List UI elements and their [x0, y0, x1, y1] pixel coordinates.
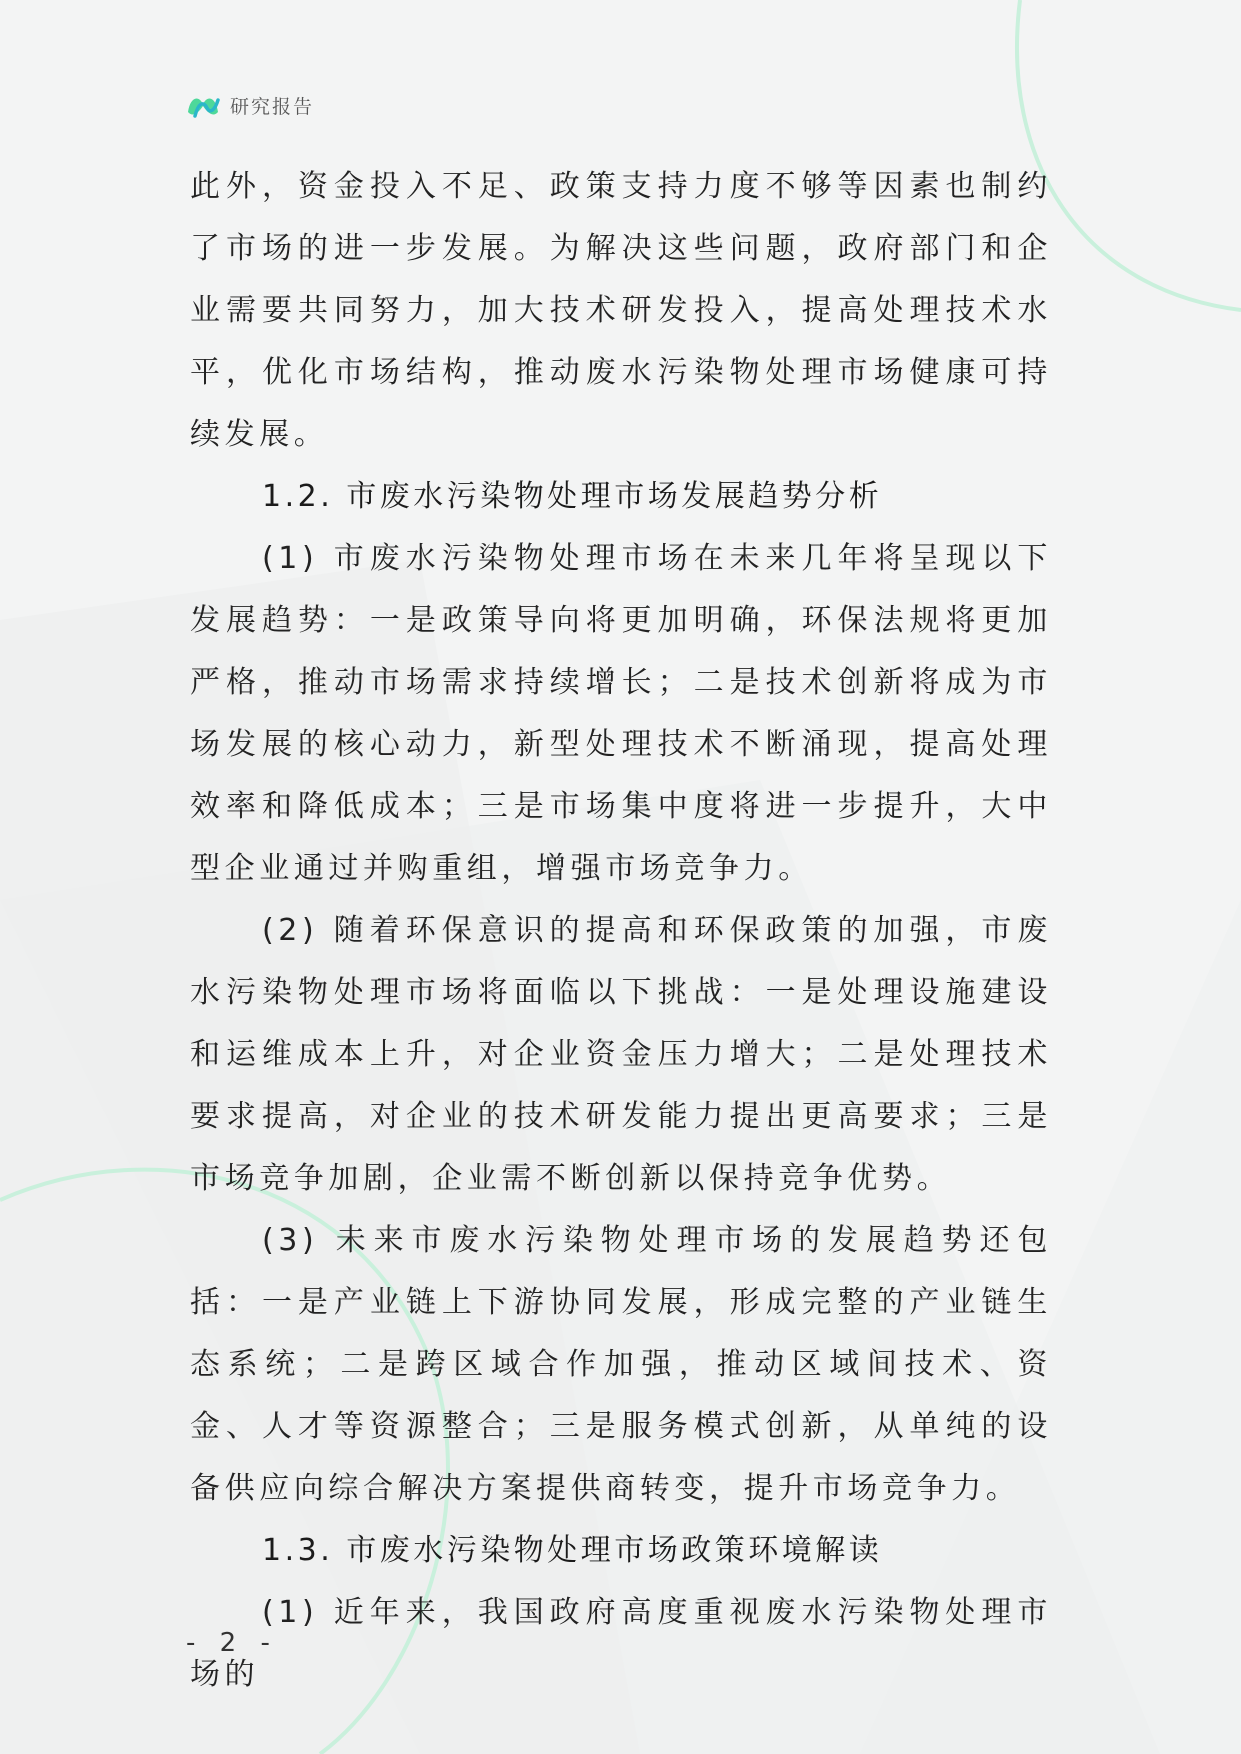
- intro-paragraph: 此外，资金投入不足、政策支持力度不够等因素也制约了市场的进一步发展。为解决这些问题，政府部门和企业需要共同努力，加大技术研发投入，提高处理技术水平，优化市场结构，推动废水污染物处理市场健康可持续发展。: [190, 169, 1052, 452]
- document-body: [190, 156, 1052, 1706]
- section-heading-1-2: 1.2. 市废水污染物处理市场发展趋势分析: [262, 479, 883, 514]
- brand-logo-icon: [186, 90, 220, 120]
- section-heading-1-3: 1.3. 市废水污染物处理市场政策环境解读: [262, 1533, 883, 1568]
- paragraph-4: (1) 近年来，我国政府高度重视废水污染物处理市场的: [190, 1595, 1052, 1692]
- paragraph-2: (2) 随着环保意识的提高和环保政策的加强，市废水污染物处理市场将面临以下挑战：一是处理设施建设和运维成本上升，对企业资金压力增大；二是处理技术要求提高，对企业的技术研发能力提出更高要求；三是市场竞争加剧，企业需不断创新以保持竞争优势。: [190, 913, 1052, 1196]
- paragraph-3: (3) 未来市废水污染物处理市场的发展趋势还包括：一是产业链上下游协同发展，形成完整的产业链生态系统；二是跨区域合作加强，推动区域间技术、资金、人才等资源整合；三是服务模式创新，从单纯的设备供应向综合解决方案提供商转变，提升市场竞争力。: [190, 1223, 1052, 1506]
- report-header: [186, 88, 314, 122]
- page-number: - 2 -: [186, 1628, 278, 1658]
- header-title: 研究报告: [230, 95, 315, 118]
- paragraph-1: (1) 市废水污染物处理市场在未来几年将呈现以下发展趋势：一是政策导向将更加明确，环保法规将更加严格，推动市场需求持续增长；二是技术创新将成为市场发展的核心动力，新型处理技术不断涌现，提高处理效率和降低成本；三是市场集中度将进一步提升，大中型企业通过并购重组，增强市场竞争力。: [190, 541, 1052, 886]
